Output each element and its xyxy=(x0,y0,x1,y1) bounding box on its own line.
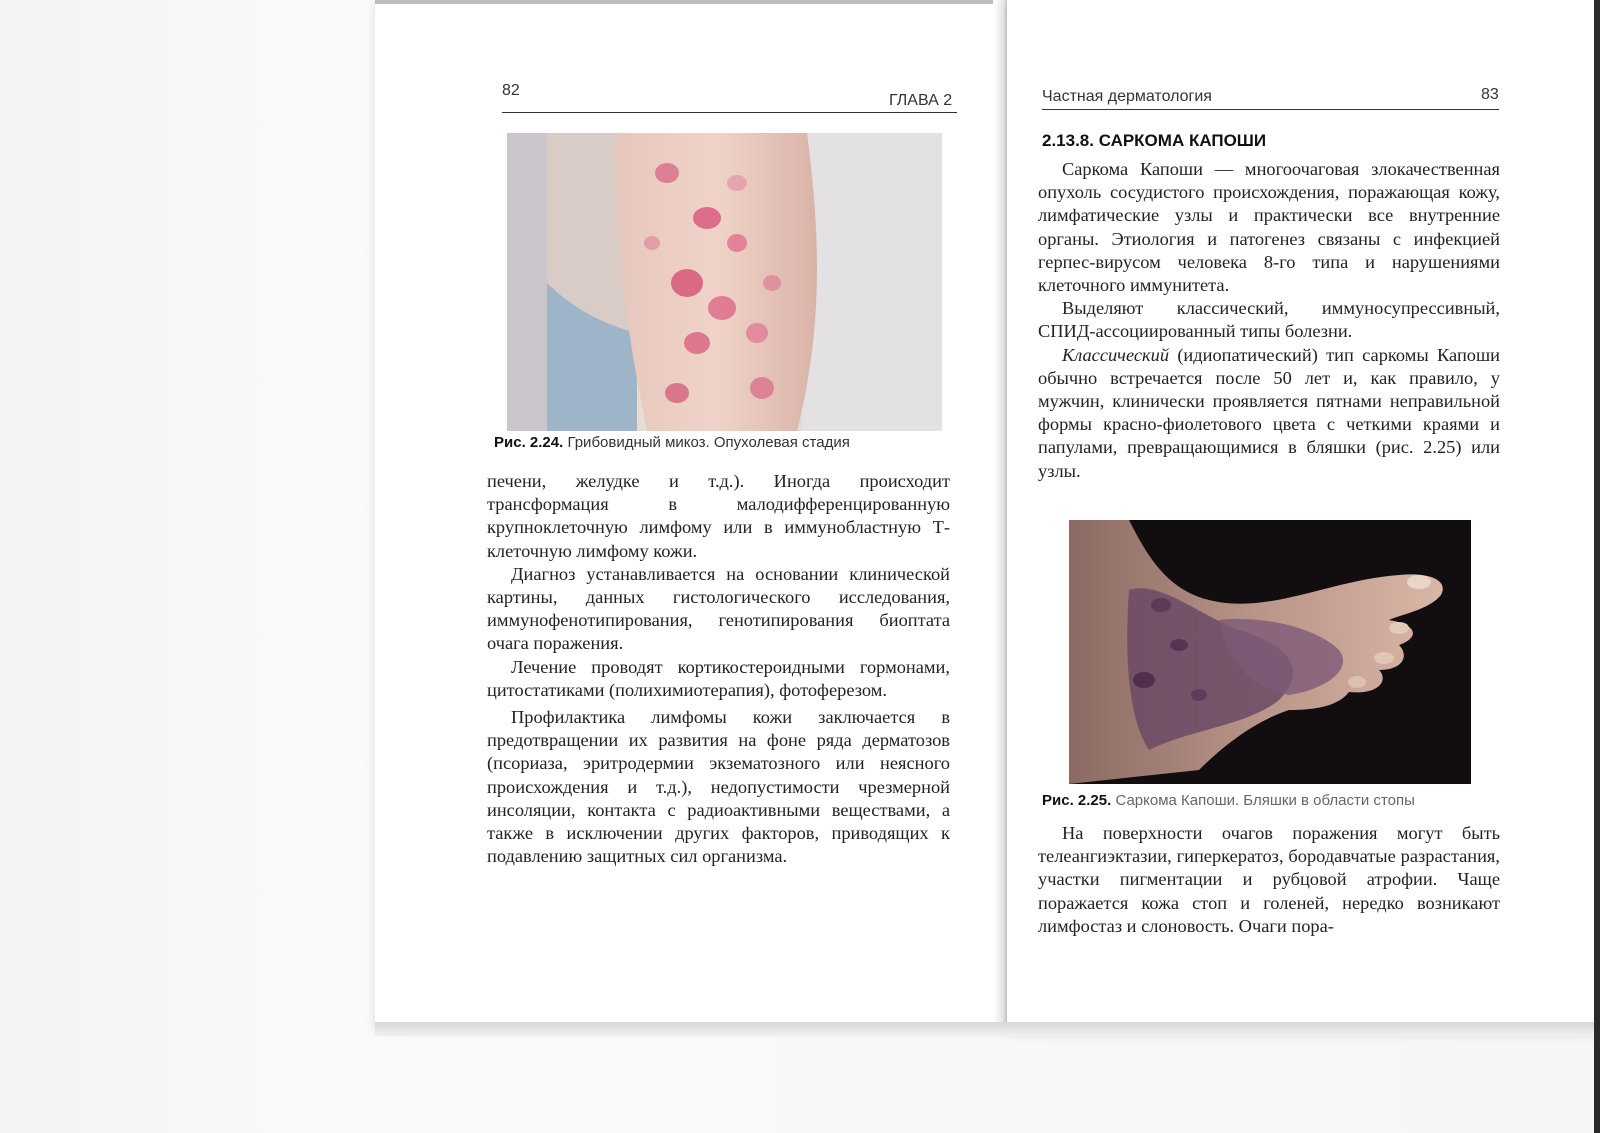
figure-2-25-label: Рис. 2.25. xyxy=(1042,792,1112,809)
header-rule-left xyxy=(502,112,957,113)
page-number-right: 83 xyxy=(1481,86,1499,103)
left-body-text xyxy=(487,470,950,868)
figure-2-25-photo xyxy=(1069,520,1471,784)
scan-edge-shadow xyxy=(1594,0,1600,1133)
right-page xyxy=(1007,0,1600,1030)
figure-2-25-caption-text: Саркома Капоши. Бляшки в области стопы xyxy=(1115,792,1415,809)
right-paragraph-4: На поверхности очагов поражения могут быть телеангиэктазии, гиперкератоз, бородавчатые разрастания, участки пигментации и рубцовой атрофии. Чаще поражается кожа стоп и голеней, нередко возникают лимфостаз и слоновость. Очаги пора- xyxy=(1038,823,1500,936)
open-book xyxy=(375,0,1600,1030)
right-paragraph-1: Саркома Капоши — многоочаговая злокачественная опухоль сосудистого происхождения, поражающая кожу, лимфатические узлы и практически все внутренние органы. Этиология и патогенез связаны с инфекцией герпес-вирусом человека 8-го типа и нарушениями клеточного иммунитета. xyxy=(1038,159,1500,296)
book-bottom-edge xyxy=(375,1022,1600,1036)
figure-2-24-caption xyxy=(494,434,850,451)
right-body-text-bottom xyxy=(1038,822,1500,938)
left-paragraph-1: печени, желудке и т.д.). Иногда происходит трансформация в малодифференцированную крупноклеточную лимфому или в иммунобластную Т-клеточную лимфому кожи. xyxy=(487,471,950,561)
figure-2-24-photo xyxy=(507,133,942,431)
running-header-left: ГЛАВА 2 xyxy=(889,92,953,109)
right-body-text-top xyxy=(1038,158,1500,483)
right-paragraph-3 xyxy=(1038,344,1500,483)
right-paragraph-3-italic: Классический xyxy=(1062,344,1170,365)
left-paragraph-3: Лечение проводят кортикостероидными гормонами, цитостатиками (полихимиотерапия), фотоферезом. xyxy=(487,656,950,700)
figure-2-25-caption xyxy=(1042,792,1415,809)
section-title: 2.13.8. САРКОМА КАПОШИ xyxy=(1042,131,1267,150)
page-number-left: 82 xyxy=(502,82,520,99)
right-paragraph-2: Выделяют классический, иммуносупрессивный, СПИД-ассоциированный типы болезни. xyxy=(1038,298,1500,342)
header-rule-right xyxy=(1042,109,1499,110)
running-header-right: Частная дерматология xyxy=(1042,88,1212,105)
left-paragraph-4: Профилактика лимфомы кожи заключается в предотвращении их развития на фоне ряда дерматозов (псориаза, эритродермии экзематозного или неясного происхождения и т.д.), недопустимости чрезмерной инсоляции, контакта с радиоактивными веществами, а также в исключении других факторов, приводящих к подавлению защитных сил организма. xyxy=(487,707,950,867)
figure-2-24-caption-text: Грибовидный микоз. Опухолевая стадия xyxy=(567,434,850,451)
figure-2-24-label: Рис. 2.24. xyxy=(494,434,564,451)
left-page xyxy=(375,0,1015,1026)
right-paragraph-3-rest: (идиопатический) тип саркомы Капоши обычно встречается после 50 лет и, как правило, у мужчин, клинически проявляется пятнами неправильной формы красно-фиолетового цвета с четкими краями и папулами, превращающимися в бляшки (рис. 2.25) или узлы. xyxy=(1038,344,1500,481)
left-paragraph-2: Диагноз устанавливается на основании клинической картины, данных гистологического исследования, иммунофенотипирования, генотипирования биоптата очага поражения. xyxy=(487,563,950,654)
